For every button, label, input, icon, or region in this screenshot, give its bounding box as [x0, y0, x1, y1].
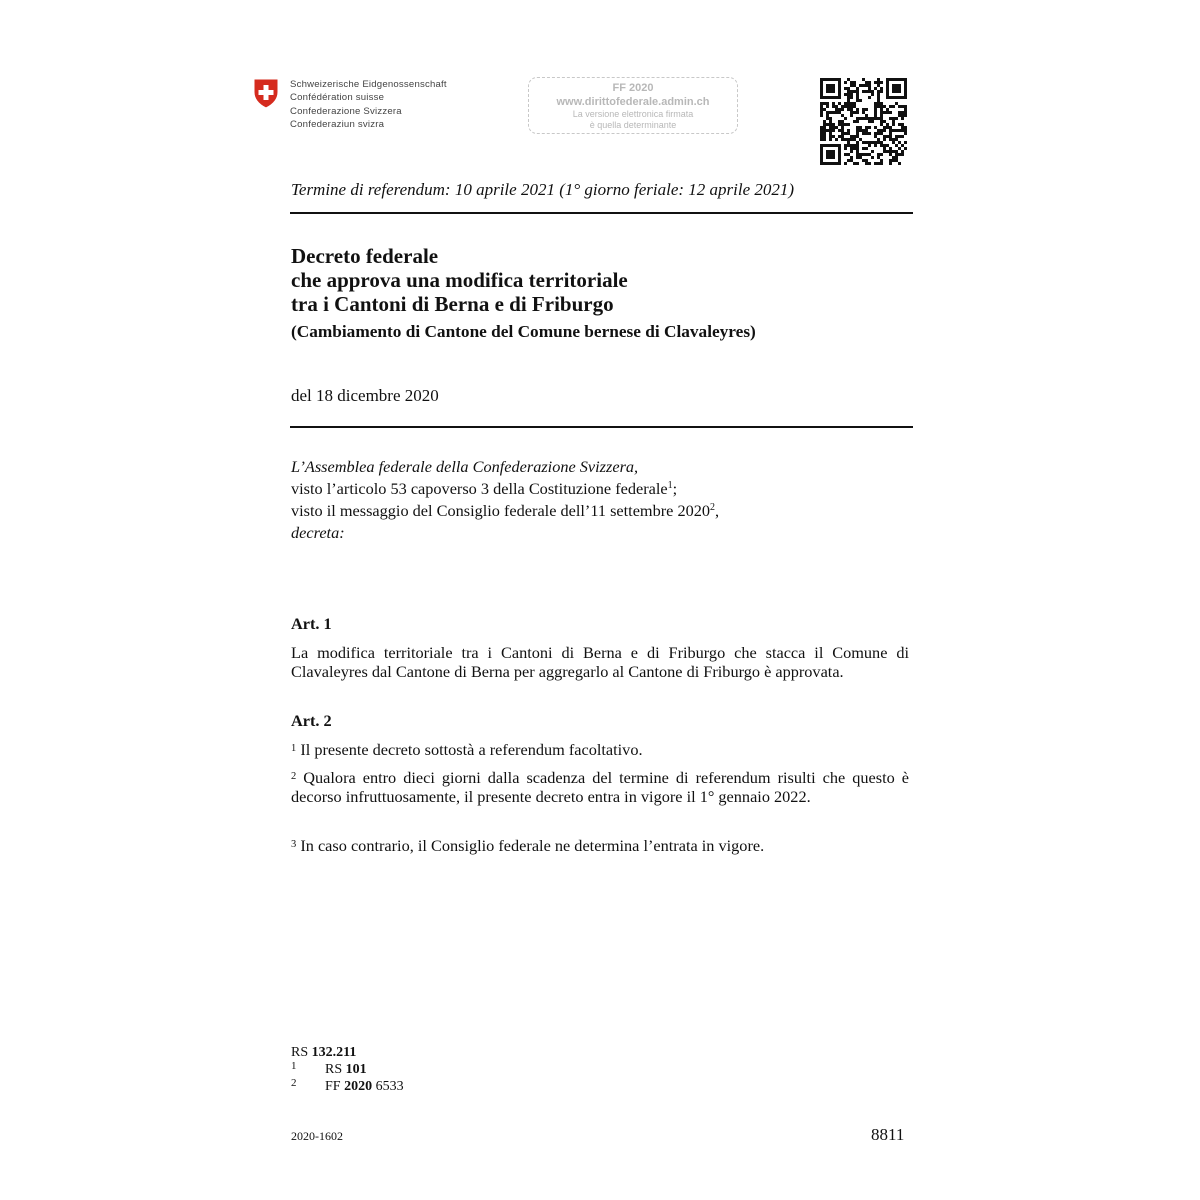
- article-2-paragraph-1: [291, 740, 909, 759]
- preamble-visto-1: [291, 478, 719, 500]
- confederation-names: [290, 78, 447, 131]
- decree-title: [291, 244, 628, 316]
- footnote-prefix: FF: [325, 1079, 341, 1094]
- paragraph-number: 1: [291, 743, 297, 754]
- footnote-ref-2[interactable]: 2: [710, 502, 716, 513]
- paragraph-text: Il presente decreto sottostà a referendum facoltativo.: [300, 740, 643, 759]
- footnote-number: 2: [291, 1077, 297, 1089]
- article-2-paragraph-3: [291, 836, 909, 855]
- referendum-deadline: Termine di referendum: 10 aprile 2021 (1° giorno feriale: 12 aprile 2021): [291, 180, 795, 199]
- title-line-2: che approva una modifica territoriale: [291, 268, 628, 292]
- stamp-line-4: è quella determinante: [589, 120, 677, 130]
- preamble-assembly: L’Assemblea federale della Confederazione Svizzera,: [291, 457, 639, 476]
- title-line-3: tra i Cantoni di Berna e di Friburgo: [291, 292, 614, 316]
- swiss-coat-of-arms-logo: [253, 78, 279, 109]
- page-number: 8811: [871, 1125, 905, 1144]
- visto-2-end: ,: [715, 501, 720, 520]
- preamble: [291, 456, 719, 544]
- footnotes: [291, 1044, 404, 1095]
- footnote-ref-1[interactable]: 1: [667, 480, 673, 491]
- rs-number: 132.211: [311, 1045, 357, 1060]
- paragraph-number: 3: [291, 839, 297, 850]
- electronic-signature-stamp: [528, 77, 738, 134]
- footnote-bold: 101: [345, 1062, 367, 1077]
- footnote-rest: 6533: [375, 1079, 404, 1094]
- preamble-visto-2: [291, 500, 719, 522]
- document-code: 2020-1602: [291, 1129, 343, 1143]
- preamble-decreta: decreta:: [291, 523, 345, 542]
- divider-middle: [290, 426, 913, 428]
- decree-date: del 18 dicembre 2020: [291, 386, 439, 405]
- footnote-number: 1: [291, 1060, 297, 1072]
- stamp-website: www.dirittofederale.admin.ch: [556, 96, 710, 108]
- title-line-1: Decreto federale: [291, 244, 439, 268]
- visto-2-text: visto il messaggio del Consiglio federale dell’11 settembre 2020: [291, 501, 711, 520]
- article-2-heading: Art. 2: [291, 711, 332, 730]
- confederation-name-it: Confederazione Svizzera: [290, 105, 402, 117]
- article-1-text: La modifica territoriale tra i Cantoni di Berna e di Friburgo che stacca il Comune di Clavaleyres dal Cantone di Berna per aggregarlo al Cantone di Friburgo è approvata.: [291, 643, 909, 681]
- visto-1-end: ;: [672, 479, 678, 498]
- decree-subtitle: (Cambiamento di Cantone del Comune bernese di Clavaleyres): [291, 322, 756, 341]
- visto-1-text: visto l’articolo 53 capoverso 3 della Costituzione federale: [291, 479, 668, 498]
- confederation-name-de: Schweizerische Eidgenossenschaft: [290, 79, 447, 90]
- footnote-bold: 2020: [344, 1079, 373, 1094]
- footnote-2: [291, 1078, 404, 1095]
- paragraph-number: 2: [291, 771, 297, 782]
- paragraph-text: Qualora entro dieci giorni dalla scadenza del termine di referendum risulti che questo è decorso infruttuosamente, il presente decreto entra in vigore il 1° gennaio 2022.: [291, 768, 909, 806]
- qr-code-icon: [820, 78, 907, 165]
- footnote-text: [325, 1078, 404, 1095]
- footnote-prefix: RS: [325, 1062, 343, 1077]
- rs-prefix: RS: [291, 1045, 309, 1060]
- article-1-heading: Art. 1: [291, 614, 332, 633]
- footnote-text: [325, 1061, 367, 1078]
- paragraph-text: In caso contrario, il Consiglio federale ne determina l’entrata in vigore.: [300, 836, 765, 855]
- confederation-name-fr: Confédération suisse: [290, 92, 385, 104]
- divider-top: [290, 212, 913, 214]
- article-2-paragraph-2: [291, 768, 909, 806]
- stamp-line-1: FF 2020: [612, 82, 654, 94]
- confederation-name-rm: Confederaziun svizra: [290, 118, 385, 130]
- stamp-line-3: La versione elettronica firmata: [572, 109, 694, 119]
